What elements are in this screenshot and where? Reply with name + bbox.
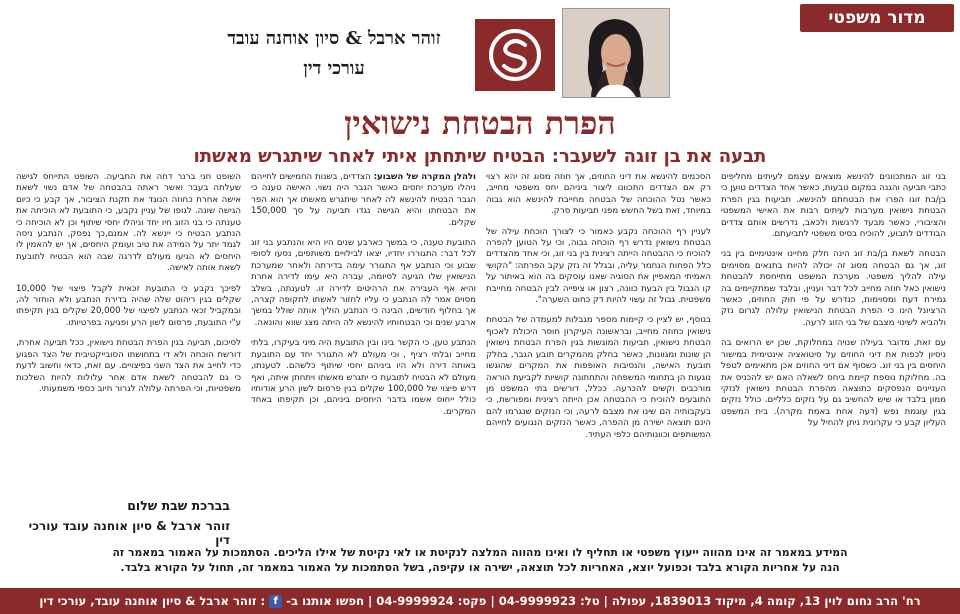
- paragraph: השופט חני ברנר דחה את התביעה. השופט התייחס לגישה שעלתה בעבר ואשר ראתה בהבטחה של אדם נשוי לשאת אישה אחרת כחוזה הנוגד את תקנת הציבור, אך קבע כי כיום הגישה שונה. לגופו של עניין נקבע, כי התובעת לא הוכיחה את טענתה כי בני הזוג חיו יחד וניהלו יחסי שיתוף וכן לא הוכיחה כי הנתבע הבטיח כי יינשא לה. אמנם,כך נפסק, הנתבע ניסה לגמד יתר על המידה את טיב ועומק היחסים, אך יש להאמין לו היחסים לא הגיעו מעולם לדרגה שבה הוא הבטיח לתובעת לשאת אותה לאישה.: [16, 172, 241, 274]
- article-column-1: [721, 172, 946, 510]
- paragraph: הנתבע טען, כי הקשר בינו ובין התובעת היה מיני בעיקרו, בלתי מחייב ובלתי רציף , וכי מעולם לא התגורר יחד עם התובעת באותה דירה ולא היו ביניהם יחסי שיתוף כלשהם. לטענתו, מעולם לא הבטיח לתובעת כי יתגרש מאשתו ויתחתן איתה, ואף דרש פיצוי של 100,000 שקלים בגין פרסום לשון הרע אודותיו כולל ייחוס אשמו בדבר היחסים ביניהם, וכן תקיפתו באחד המקרים.: [251, 338, 476, 417]
- paragraph: לעניין רף ההוכחה נקבע כאמור כי לצורך הוכחת עילה של הבטחת נישואין נדרש רף הוכחה גבוה, וכי על הטוען להפרה להוכיח כי ההבטחה הייתה רצינית בין בני זוג, וכי אחד מהצדדים כלל הפחות הנחמר עליה, ובגלל זה נזק עקב הפרתה: "הקושי האמיתי המאפיין את הסוגיה שאנו עוסקים בה הוא באיתור על קו הגבול בין הבעת כוונה, רצון או ציפייה לבין הבטחה מחייבת משפטית. גבול זה עשוי להיות דק כחוט השערה".: [486, 226, 711, 306]
- paragraph: בני זוג המתכוונים להינשא מוצאים עצמם לעיתים מחליפים כתבי תביעה והגנה במקום טבעות, כאשר אחד הצדדים טוען כי בן/בת זוגו הפרו את הבטחתם להינשא. תביעות בגין הפרת הבטחת נישואין מערבות לעיתים רבות את האישי המשפטי והציבורי, כאשר מבעד לרגשות ולכאב, נדרשים אותם צדדים הבודדים לתבוע, להוכיח בסיס משפטי לתביעתם.: [721, 172, 946, 240]
- article-column-3: [251, 172, 476, 510]
- paragraph: התובעת טענה, כי במשך כארבע שנים היו היא והנתבע בני זוג לכל דבר: התגוררו יחדיו, יצאו לבילויים משותפים, נסעו לסופי שבוע וכי הנתבע אף התגורר עימה בדירתה ולאחר שמערכת הנישואין שלו הגיעה לסיומה, עברה היא עימו לדירה אחרת והיא אף העבירה את הרהיטים לדירה זו. לטענתה, בשלב מסוים אמר לה הנתבע כי עליו לחזור לאשתו לתקופה קצרה, אך בחלוף חודשים, הבינה כי הנתבע הוליך אותה שולל במשך ארבע שנים וכי הבטחותיו להינשא לה היתה מצג שווא והונאה.: [251, 238, 476, 328]
- legal-disclaimer: [14, 545, 946, 575]
- firm-subtitle: עורכי דין: [303, 58, 365, 79]
- footer-address: רח' הרב נחום לוין 13, קומה 4, מיקוד 1839013, עפולה: [611, 594, 921, 608]
- firm-logo-mark: [485, 25, 545, 85]
- article-column-4: [16, 172, 241, 510]
- firm-logo: [475, 19, 555, 91]
- signoff-greeting: בברכת שבת שלום: [127, 498, 230, 513]
- footer-phone[interactable]: טל: 04-9999923: [498, 594, 600, 608]
- paragraph: בנוסף, יש לציין כי קיימות מספר מגבלות למעמדה של הבטחת נישואין כחוזה מחייב, ובראשונה העיקרון חוסר היכולת לאכוף הבטחת נישואין, תביעות המוגשות בגין הפרת הבטחת נישואין הן שונות ומגוונות, כאשר בחלק מהמקרים תובע הגבר, בחלק תובעת האישה, והנסיבות האופפות את המקרים שהוגשו נוגעות הן בתחומי המשפחה והתחתונה קושיות לקביעת הוראה מורכבים וקשים להכרעה. ככלל, דורשים בתי המשפט מן התובעים להוכיח כי ההבטחה אכן הייתה רצינית ומפורשת, כי בעקבותיה הם שינו את מצבם לרעה, וכי הנזקים שנגרמו להם הינם תוצאה ישירה מן ההפרה, כאשר הנזקים הנגועים לחייהם המשותפים וכוונותיהם כלפי העתיד.: [486, 315, 711, 440]
- contact-footer: רח' הרב נחום לוין 13, קומה 4, מיקוד 1839013, עפולה | טל: 04-9999923 | פקס: 04-9999924 | חפשו אותנו ב- f : זוהר ארבל & סיון אוחנה עובד, עורכי דין: [0, 588, 960, 614]
- paragraph: לסיכום, תביעה בגין הפרת הבטחת נישואין, ככל תביעה אחרת, דורשת הוכחה ולא די בתחושתו הסובייקטיבית של הצד הפגוע כדי לחייב את הצד השני בפיצויים. עם זאת, כדאי וחשוב לדעת כי גם להבטחה לשאת אדם אחר עלולות להיות השלכות משפטיות, וכי הפרתה עלולה לגרור חיוב כספי משמעותי.: [16, 338, 241, 394]
- footer-fax: פקס: 04-9999924: [376, 594, 487, 608]
- section-tag: [800, 4, 954, 32]
- firm-name: זוהר ארבל & סיון אוחנה עובד: [227, 28, 441, 49]
- footer-social-text: חפשו אותנו ב-: [286, 594, 365, 608]
- paragraph: עם זאת, מדובר בעילה שנויה במחלוקת, שכן יש הרואים בה ניסיון לכפות את דיני החוזים על סיטואציה אינטימית במישור היחסים בין בני זוג. כשסוף אם דיני החוזים אכן מתאימים לטפל בה. מחלוקת נוספת קיימת ביחס לשאלה האם יש להכניס את העניינים הנפסקים כתוצאה מהפרת הבטחת נישואין לנזקי ממון בלבד או שיש להחשיב גם על נזקים כלליים. כולל נזקים בגין עוגמת נפש (דעה אחת באמת מקרה). בית המשפט העליון קבע כי עקרונית ניתן להחיל על: [721, 338, 946, 429]
- signoff-names: זוהר ארבל & סיון אוחנה עובד עורכי דין: [28, 519, 230, 547]
- facebook-icon[interactable]: f: [269, 595, 282, 608]
- article-body: [16, 172, 946, 510]
- paragraph: ולהלן המקרה של השבוע: הצדדים, בשנות החמישים לחייהם ניהלו מערכת יחסים כאשר הגבר היה נשוי. האישה טענה כי הגבר הבטיח להינשא לה לאחר שיתגרש מאשתו אך הוא הפר את הבטחתו והיא הגישה נגדו תביעה על סך 150,000 שקלים.: [251, 172, 476, 228]
- paragraph: הבטחה לשאת בן/בת זוג הינה חלק מחיינו אינטימיים בין בני זוג, אך גם הבטחה מסוג זה יכולה להיות בתנאים מסוימים עילה להליך משפטי. מערכת המשפט מתייחסת להבטחת נישואין כאל חוזה מחייב לכל דבר ועניין, ובלבד שמתקיימים בה גמירת דעת ומסוימות, כנדרש על פי חוק החוזים, כאשר הרציונל הינו כי הפרת הבטחת הנישואין עלולה לגרום נזק ולהביא לשינוי מצבם של בני הזוג לרעה.: [721, 249, 946, 328]
- section-tag-label: מדור משפטי: [828, 8, 926, 28]
- portrait-image: [562, 9, 669, 98]
- article-subheadline: תבעה את בן זוגה לשעבר: הבטיח שיתחתן איתי לאחר שיתגרש מאשתו: [193, 146, 767, 167]
- disclaimer-line: הנה על אחריות הקורא בלבד וכפועל יוצא, האחריות לכל תוצאה, ישירה או עקיפה, בשל הסתמכות על האמור במאמר זה, תחול על הקורא בלבד.: [120, 561, 840, 574]
- article-column-2: [486, 172, 711, 510]
- footer-firm: זוהר ארבל & סיון אוחנה עובד, עורכי דין: [39, 594, 257, 608]
- disclaimer-line: המידע במאמר זה אינו מהווה ייעוץ משפטי או תחליף לו ואינו מהווה המלצה לנקיטת או לאי נקיטת של אילו הליכים. הסתמכות על האמור במאמר זה: [112, 546, 848, 559]
- article-headline: הפרת הבטחת נישואין: [344, 104, 616, 142]
- paragraph: הסכמים להינשא את דיני החוזים, אך חוזה מסוג זה יהא רצוי רק אם הצדדים התכוונו ליצור ביניהם יחס משפטי מחייב, כאשר נטל ההוכחה של הבטחה מחייבת להינשא הוא גבוה במיוחד, זאת בשל החשש מפני תביעות סרק.: [486, 172, 711, 217]
- paragraph: לפיכך נקבע כי התובעת זכאית לקבל פיצוי של 10,000 שקלים בגין ריהוט שלה שהיה בדירת הנתבע ולא הוחזר לה, ובמקביל זכאי הנתבע לפיצוי של 20,000 שקלים בגין תקיפתו ע"י התובעת, פרסום לשון הרע ופגיעה בפרטיותו.: [16, 283, 241, 328]
- author-photo: [562, 8, 670, 98]
- signoff: [20, 498, 230, 547]
